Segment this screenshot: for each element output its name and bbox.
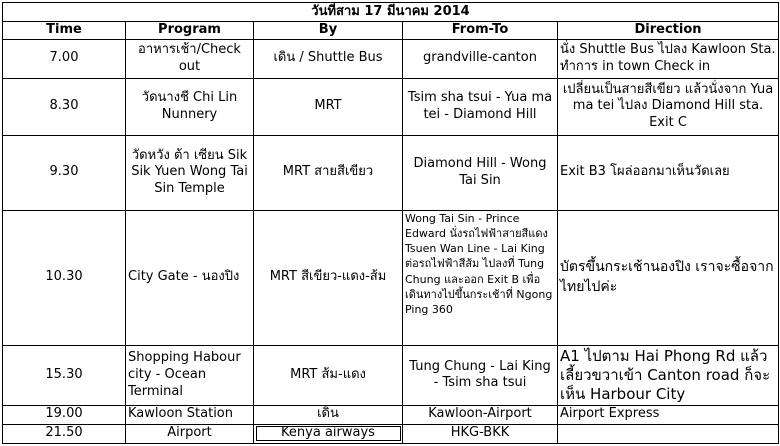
cell-program: วัดหวัง ต้า เซียน Sik Sik Yuen Wong Tai Sin Temple	[126, 135, 254, 210]
cell-time: 19.00	[3, 405, 126, 424]
table-row	[3, 39, 779, 78]
cell-by: MRT	[254, 78, 403, 135]
cell-by: MRT สีเขียว-แดง-ส้ม	[254, 210, 403, 345]
table-row	[3, 135, 779, 210]
cell-by: MRT ส้ม-แดง	[254, 345, 403, 405]
table-row	[3, 405, 779, 424]
cell-time: 9.30	[3, 135, 126, 210]
cell-from-to: Diamond Hill - Wong Tai Sin	[403, 135, 558, 210]
cell-by-selected[interactable]: Kenya airways	[254, 424, 403, 443]
header-time: Time	[3, 22, 126, 40]
cell-time: 7.00	[3, 39, 126, 78]
cell-program: Airport	[126, 424, 254, 443]
cell-program: City Gate - นองปิง	[126, 210, 254, 345]
cell-time: 15.30	[3, 345, 126, 405]
cell-direction: Airport Express	[558, 405, 779, 424]
table-row	[3, 210, 779, 345]
cell-direction: A1 ไปตาม Hai Phong Rd แล้วเลี้ยวขวาเข้า Canton road ก็จะเห็น Harbour City	[558, 345, 779, 405]
cell-time: 10.30	[3, 210, 126, 345]
cell-by: เดิน	[254, 405, 403, 424]
header-direction: Direction	[558, 22, 779, 40]
cell-from-to: Kawloon-Airport	[403, 405, 558, 424]
cell-from-to: Tung Chung - Lai King - Tsim sha tsui	[403, 345, 558, 405]
cell-time: 8.30	[3, 78, 126, 135]
table-row	[3, 78, 779, 135]
cell-time: 21.50	[3, 424, 126, 443]
cell-from-to: HKG-BKK	[403, 424, 558, 443]
itinerary-table	[2, 2, 779, 444]
table-row	[3, 424, 779, 443]
cell-from-to: Tsim sha tsui - Yua ma tei - Diamond Hill	[403, 78, 558, 135]
table-row	[3, 345, 779, 405]
cell-by: MRT สายสีเขียว	[254, 135, 403, 210]
cell-from-to: grandville-canton	[403, 39, 558, 78]
cell-direction: Exit B3 โผล่ออกมาเห็นวัดเลย	[558, 135, 779, 210]
cell-program: วัดนางชี Chi Lin Nunnery	[126, 78, 254, 135]
cell-by: เดิน / Shuttle Bus	[254, 39, 403, 78]
header-program: Program	[126, 22, 254, 40]
cell-direction: บัตรขึ้นกระเช้านองปิง เราจะซื้อจากไทยไปค่ะ	[558, 210, 779, 345]
cell-direction: เปลี่ยนเป็นสายสีเขียว แล้วนั่งจาก Yua ma tei ไปลง Diamond Hill sta. Exit C	[558, 78, 779, 135]
cell-direction	[558, 424, 779, 443]
cell-from-to: Wong Tai Sin - Prince Edward นั่งรถไฟฟ้าสายสีแดง Tsuen Wan Line - Lai King ต่อรถไฟฟ้าสีส้ม ไปลงที่ Tung Chung และออก Exit B เพื่อเดินทางไปขึ้นกระเช้าที่ Ngong Ping 360	[403, 210, 558, 345]
cell-program: อาหารเช้า/Check out	[126, 39, 254, 78]
cell-program: Shopping Habour city - Ocean Terminal	[126, 345, 254, 405]
header-from-to: From-To	[403, 22, 558, 40]
header-by: By	[254, 22, 403, 40]
cell-direction: นั่ง Shuttle Bus ไปลง Kawloon Sta. ทำการ in town Check in	[558, 39, 779, 78]
cell-program: Kawloon Station	[126, 405, 254, 424]
table-title: วันที่สาม 17 มีนาคม 2014	[3, 3, 779, 22]
